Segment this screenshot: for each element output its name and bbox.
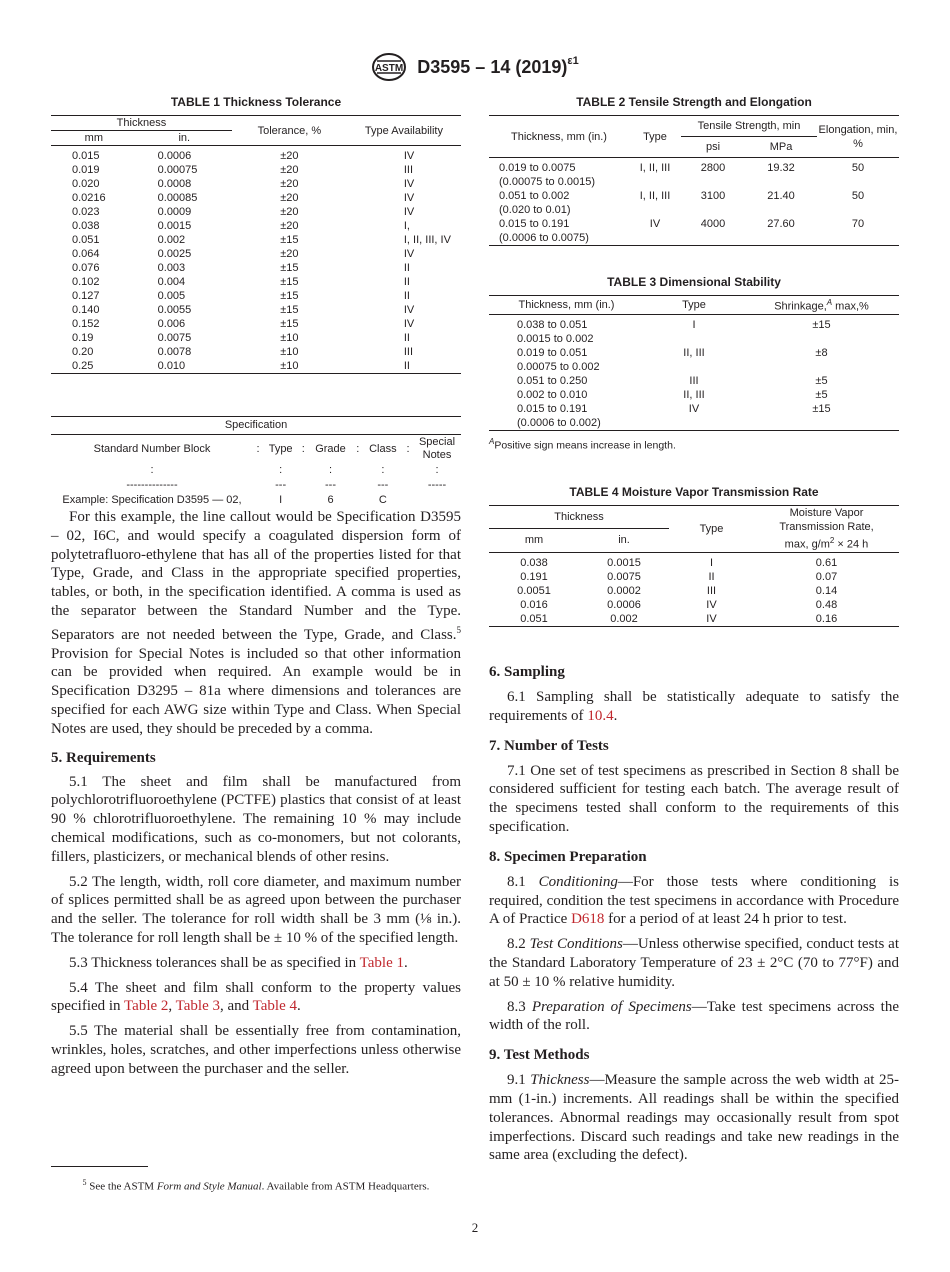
spec-h-class: Class (369, 442, 397, 455)
right-column-text (489, 664, 899, 1165)
t2-psi-head: psi (681, 137, 745, 158)
section-9-heading: 9. Test Methods (489, 1047, 590, 1064)
t4-cell: 0.0006 (607, 598, 641, 611)
t1-row (51, 219, 461, 233)
t1-cell: 0.076 (72, 262, 100, 274)
t4-row (489, 570, 899, 584)
t4-row (489, 552, 899, 570)
t1-row (51, 191, 461, 205)
spec-h-notes: Special Notes (418, 436, 456, 461)
table1-grid (51, 115, 461, 374)
spec-title: Specification (51, 417, 461, 435)
t3-cell: 0.019 to 0.051 (517, 347, 588, 359)
t4-cell: 0.038 (520, 556, 548, 569)
t1-cell: III (403, 346, 414, 358)
t1-row (51, 317, 461, 331)
t1-cell: 0.0075 (157, 332, 192, 344)
t1-type-head: Type Availability (347, 116, 461, 146)
section-6-heading: 6. Sampling (489, 664, 565, 680)
t4-cell: 0.14 (815, 584, 838, 597)
t2-cell: 50 (851, 162, 865, 174)
t1-cell: II (403, 332, 410, 344)
t4-thick-head: Thickness (489, 506, 669, 529)
para-5-5: 5.5 The material shall be essentially free from contamination, wrinkles, holes, scratches, and other imperfections unless otherwise agreed upon between the purchaser and the seller. (51, 1023, 461, 1077)
t1-cell: ±15 (280, 290, 299, 302)
t2-cell: I, II, III (639, 190, 671, 202)
t1-cell: ±10 (232, 359, 347, 374)
t4-cell: 0.016 (520, 598, 548, 611)
link-table2[interactable]: Table 2 (124, 998, 169, 1015)
t1-cell: II (347, 359, 461, 374)
t1-cell: 0.140 (72, 304, 100, 316)
t3-row (489, 416, 899, 431)
t2-cell: 70 (817, 217, 899, 246)
t1-cell: ±20 (280, 206, 299, 218)
t3-row (489, 346, 899, 360)
t3-row (489, 332, 899, 346)
t1-cell: 0.020 (72, 178, 100, 190)
t1-cell: 0.002 (157, 234, 186, 246)
t1-cell: ±10 (280, 332, 299, 344)
t1-cell: 0.051 (72, 234, 100, 246)
t1-cell: IV (403, 150, 415, 162)
t4-cell: II (708, 570, 715, 583)
spec-h-std: Standard Number Block (93, 443, 211, 455)
t2-row (489, 158, 899, 190)
t1-cell: IV (403, 248, 415, 260)
t1-in-head: in. (137, 131, 232, 146)
t1-cell: 0.00075 (157, 164, 198, 176)
footnote: $^5$ See the ASTM Form and Style Manual. Available from ASTM Headquarters. (82, 1178, 430, 1193)
t1-cell: ±15 (280, 276, 299, 288)
link-table1[interactable]: Table 1 (359, 954, 404, 971)
t4-cell: 0.48 (815, 598, 838, 611)
svg-text:ASTM: ASTM (375, 63, 404, 74)
t1-row (51, 233, 461, 247)
t2-type-head: Type (629, 116, 681, 158)
t4-cell: 0.191 (520, 570, 548, 583)
t3-cell (644, 416, 744, 431)
t3-shrink-head: Shrinkage,$^A$ max,% (744, 296, 899, 315)
t4-cell: I (709, 556, 714, 569)
t2-row (489, 189, 899, 217)
para-9-1: 9.1 Thickness—Measure the sample across the web width at 25-mm (1-in.) increments. All readings shall be within the specified tolerances. Abnormal readings may occasionally result from spot imperfections. Discard such readings and take new readings in the same area (excluding the defect). (489, 1072, 900, 1164)
t3-cell: ±8 (815, 347, 828, 359)
left-column-text (51, 508, 461, 1079)
t1-row (51, 261, 461, 275)
t2-cell: I, II, III (639, 162, 671, 174)
t4-row (489, 612, 899, 627)
t4-cell: 0.002 (579, 612, 669, 627)
t1-row (51, 146, 461, 164)
page-header (0, 52, 950, 86)
t3-cell (644, 360, 744, 374)
table2-caption: TABLE 2 Tensile Strength and Elongation (576, 95, 812, 109)
para-8-1: 8.1 Conditioning—For those tests where conditioning is required, condition the test specimens in accordance with Procedure A of Practice D618 for a period of at least 24 h prior to test. (489, 873, 899, 928)
spec-example: Example: Specification D3595 — 02, (62, 494, 242, 506)
t1-row (51, 205, 461, 219)
t1-cell: ±20 (280, 164, 299, 176)
t3-cell: II, III (683, 389, 705, 401)
para-8-2: 8.2 Test Conditions—Unless otherwise specified, conduct tests at the Standard Laboratory Temperature of 23 ± 2°C (70 to 77°F) and at 50 ± 10 % relative humidity. (489, 936, 899, 990)
t1-cell: 0.152 (72, 318, 100, 330)
link-table4[interactable]: Table 4 (252, 998, 297, 1015)
t1-cell: ±20 (280, 178, 299, 190)
t1-cell: 0.015 (72, 150, 100, 162)
t1-row (51, 247, 461, 261)
t1-cell: 0.023 (72, 206, 100, 218)
link-10-4[interactable]: 10.4 (587, 707, 614, 724)
t1-row (51, 345, 461, 359)
t3-cell: III (689, 375, 699, 387)
t1-cell: 0.004 (157, 276, 186, 288)
spec-h-grade: Grade (315, 442, 346, 455)
table2-grid (489, 115, 899, 246)
example-paragraph: For this example, the line callout would be Specification D3595 – 02, I6C, and would specify a coagulated dispersion form of polytetrafluoro-ethylene that has all of the properties listed for that Type, Grade, and Class in the appropriate specified properties, tables, or both, in the specification identified. A comma is used as the separator between the Standard Number and the Type. Separators are not needed between the Type, Grade, and Class.$^5$ Provision for Special Notes is included so that other information can be provided when required. An example would be in Specification D3295 – 81a where dimensions and tolerances are specified for each AWG size within Type and Class. When Special Notes are used, they should be preceded by a comma. (51, 509, 461, 737)
t1-cell: 0.0078 (157, 346, 192, 358)
t1-cell: 0.0015 (157, 220, 192, 232)
table4-caption: TABLE 4 Moisture Vapor Transmission Rate (569, 485, 819, 499)
spec-block-table: Specification Standard Number Block : Type : Grade : Class : Special Notes : : : : : -------------- --- --- --- ----- Example: Specification D3595 — 02, I 6 C (51, 416, 461, 508)
t1-cell: 0.0006 (157, 150, 192, 162)
t4-cell: 0.07 (815, 570, 838, 583)
t4-in-head: in. (579, 529, 669, 552)
t2-cell: IV (629, 217, 681, 246)
t1-row (51, 163, 461, 177)
t1-cell: 0.0009 (157, 206, 192, 218)
t1-cell: 0.006 (157, 318, 186, 330)
t1-cell: ±15 (280, 304, 299, 316)
t1-cell: ±10 (280, 346, 299, 358)
t3-thick-head: Thickness, mm (in.) (489, 296, 644, 315)
link-d618[interactable]: D618 (571, 911, 605, 928)
t2-cell: 50 (851, 190, 865, 202)
t1-row (51, 331, 461, 345)
section-7-heading: 7. Number of Tests (489, 737, 609, 754)
table3 (489, 275, 899, 452)
t1-row (51, 303, 461, 317)
table4 (489, 485, 899, 627)
t3-cell: 0.0015 to 0.002 (517, 333, 594, 345)
t3-row (489, 374, 899, 388)
t2-cell: 27.60 (745, 217, 817, 246)
table2 (489, 95, 899, 246)
t4-cell: 0.61 (815, 556, 838, 569)
t1-cell: ±15 (280, 234, 299, 246)
t1-cell: ±20 (280, 220, 299, 232)
t2-thick-head: Thickness, mm (in.) (489, 116, 629, 158)
table3-caption: TABLE 3 Dimensional Stability (607, 275, 781, 289)
t3-cell (744, 332, 899, 346)
t2-tensile-head: Tensile Strength, min (681, 116, 817, 137)
t1-cell: ±20 (280, 150, 299, 162)
t2-mpa-head: MPa (745, 137, 817, 158)
t1-row (51, 177, 461, 191)
para-5-1: 5.1 The sheet and film shall be manufactured from polychlorotrifluoroethylene (PCTFE) plastics that consist of at least 90 % chlorotrifluoroethylene. The remaining 10 % may include chemical modifications, such as co-monomers, but not colorants, fillers, plasticizers, or mechanical blends of other resins. (51, 773, 461, 865)
t1-cell: 0.005 (157, 290, 186, 302)
t1-cell: ±20 (280, 192, 299, 204)
spec-block (51, 416, 461, 508)
para-8-3: 8.3 Preparation of Specimens—Take test specimens across the width of the roll. (489, 998, 899, 1034)
t3-cell: 0.051 to 0.250 (517, 375, 588, 387)
t3-note: $^A$Positive sign means increase in length. (489, 437, 676, 452)
t3-cell: II, III (683, 347, 705, 359)
t1-cell: II (403, 262, 410, 274)
t4-cell: 0.0075 (607, 570, 641, 583)
t4-row (489, 598, 899, 612)
t1-cell: 0.0055 (157, 304, 192, 316)
t2-elong-head: Elongation, min, % (817, 116, 899, 158)
t1-cell: 0.25 (51, 359, 137, 374)
t1-cell: 0.003 (157, 262, 186, 274)
t1-cell: 0.0216 (72, 192, 106, 204)
table1-caption: TABLE 1 Thickness Tolerance (170, 95, 342, 109)
t1-cell: IV (403, 304, 415, 316)
t1-cell: ±15 (280, 262, 299, 274)
t3-type-head: Type (644, 296, 744, 315)
t2-cell: 0.019 to 0.0075 (0.00075 to 0.0015) (499, 162, 596, 188)
t3-cell: ±15 (812, 403, 831, 415)
t3-cell: I (692, 319, 696, 331)
t1-cell: I, (403, 220, 410, 232)
t1-tol-head: Tolerance, % (232, 116, 347, 146)
section-5-heading: 5. Requirements (51, 749, 156, 766)
t1-cell: IV (403, 318, 415, 330)
t4-cell: 0.051 (489, 612, 579, 627)
t1-cell: 0.19 (72, 332, 94, 344)
t3-cell (644, 332, 744, 346)
t1-cell: 0.102 (72, 276, 100, 288)
t2-cell: 4000 (681, 217, 745, 246)
t3-cell: 0.038 to 0.051 (517, 319, 588, 331)
table1 (51, 95, 461, 374)
t4-cell: IV (669, 612, 754, 627)
page-number: 2 (471, 1220, 479, 1235)
t1-cell: 0.20 (72, 346, 94, 358)
t1-cell: ±15 (280, 318, 299, 330)
t3-row (489, 315, 899, 333)
t3-row (489, 402, 899, 416)
t1-thickness-head: Thickness (51, 116, 232, 131)
t1-cell: 0.019 (72, 164, 100, 176)
t4-cell: IV (706, 598, 717, 611)
t3-row (489, 360, 899, 374)
para-6-1: 6.1 Sampling shall be statistically adequate to satisfy the requirements of 10.4. (489, 689, 899, 724)
t3-cell: IV (688, 403, 700, 415)
spec-h-type: Type (268, 442, 293, 455)
t1-cell: 0.0008 (157, 178, 192, 190)
t1-cell: 0.127 (72, 290, 100, 302)
t3-cell: 0.00075 to 0.002 (517, 361, 600, 373)
t1-row (51, 275, 461, 289)
t2-cell: 21.40 (767, 190, 795, 202)
t3-cell: ±5 (815, 389, 828, 401)
t1-mm-head: mm (51, 131, 137, 146)
t4-mvtr-head: Moisture Vapor Transmission Rate, max, $g/m^2 \times 24$ h (754, 506, 899, 553)
section-8-heading: 8. Specimen Preparation (489, 848, 647, 865)
t4-row (489, 584, 899, 598)
t2-cell: 3100 (700, 190, 726, 202)
t3-cell: 0.015 to 0.191 (517, 403, 588, 415)
t1-cell: 0.0025 (157, 248, 192, 260)
t3-cell: 0.002 to 0.010 (517, 389, 588, 401)
t4-mm-head: mm (489, 529, 579, 552)
astm-logo-icon (371, 52, 407, 82)
t4-cell: 0.0015 (607, 556, 641, 569)
t4-cell: 0.0051 (517, 584, 551, 597)
t1-cell: II (403, 290, 410, 302)
t2-cell: 0.015 to 0.191 (0.0006 to 0.0075) (489, 217, 629, 246)
t2-row (489, 217, 899, 246)
para-7-1: 7.1 One set of test specimens as prescribed in Section 8 shall be considered sufficient for testing each batch. The average result of the specimens tested shall conform to the requirements of this specification. (489, 762, 899, 835)
t1-cell: IV (403, 206, 415, 218)
t1-cell: 0.010 (137, 359, 232, 374)
t4-cell: 0.16 (754, 612, 899, 627)
t1-cell: III (403, 164, 414, 176)
designation: D3595 – 14 $(2019)^{\varepsilon 1}$ (417, 54, 579, 77)
para-5-4: 5.4 The sheet and film shall conform to the property values specified in Table 2, Table 3, and Table 4. (51, 979, 461, 1015)
t3-cell: ±5 (815, 375, 828, 387)
t3-cell (744, 360, 899, 374)
t4-type-head: Type (669, 506, 754, 553)
para-5-3: 5.3 Thickness tolerances shall be as specified in Table 1. (69, 954, 408, 971)
t3-cell: (0.0006 to 0.002) (489, 416, 644, 431)
t1-cell: IV (403, 192, 415, 204)
t2-cell: 0.051 to 0.002 (0.020 to 0.01) (499, 190, 571, 216)
t3-cell: ±15 (812, 319, 831, 331)
t1-cell: 0.064 (72, 248, 100, 260)
t1-row (51, 359, 461, 374)
t1-cell: ±20 (280, 248, 299, 260)
table4-grid (489, 505, 899, 627)
t1-row (51, 289, 461, 303)
para-5-2: 5.2 The length, width, roll core diameter, and maximum number of splices permitted shall be as agreed upon between the purchaser and the seller. The tolerance for roll width shall be 3 mm (⅛ in.). The tolerance for roll length shall be ± 10 % of the specified length. (51, 873, 461, 946)
t3-row (489, 388, 899, 402)
t2-cell: 2800 (700, 162, 726, 174)
t1-cell: 0.038 (72, 220, 100, 232)
t3-cell (744, 416, 899, 431)
t1-cell: I, II, III, IV (403, 234, 451, 246)
t1-cell: IV (403, 178, 415, 190)
table3-grid (489, 295, 899, 431)
t4-cell: 0.0002 (607, 584, 641, 597)
t1-cell: II (403, 276, 410, 288)
t2-cell: 19.32 (767, 162, 795, 174)
footnote-rule (51, 1166, 148, 1167)
t4-cell: III (706, 584, 717, 597)
link-table3[interactable]: Table 3 (175, 998, 220, 1015)
t1-cell: 0.00085 (157, 192, 198, 204)
